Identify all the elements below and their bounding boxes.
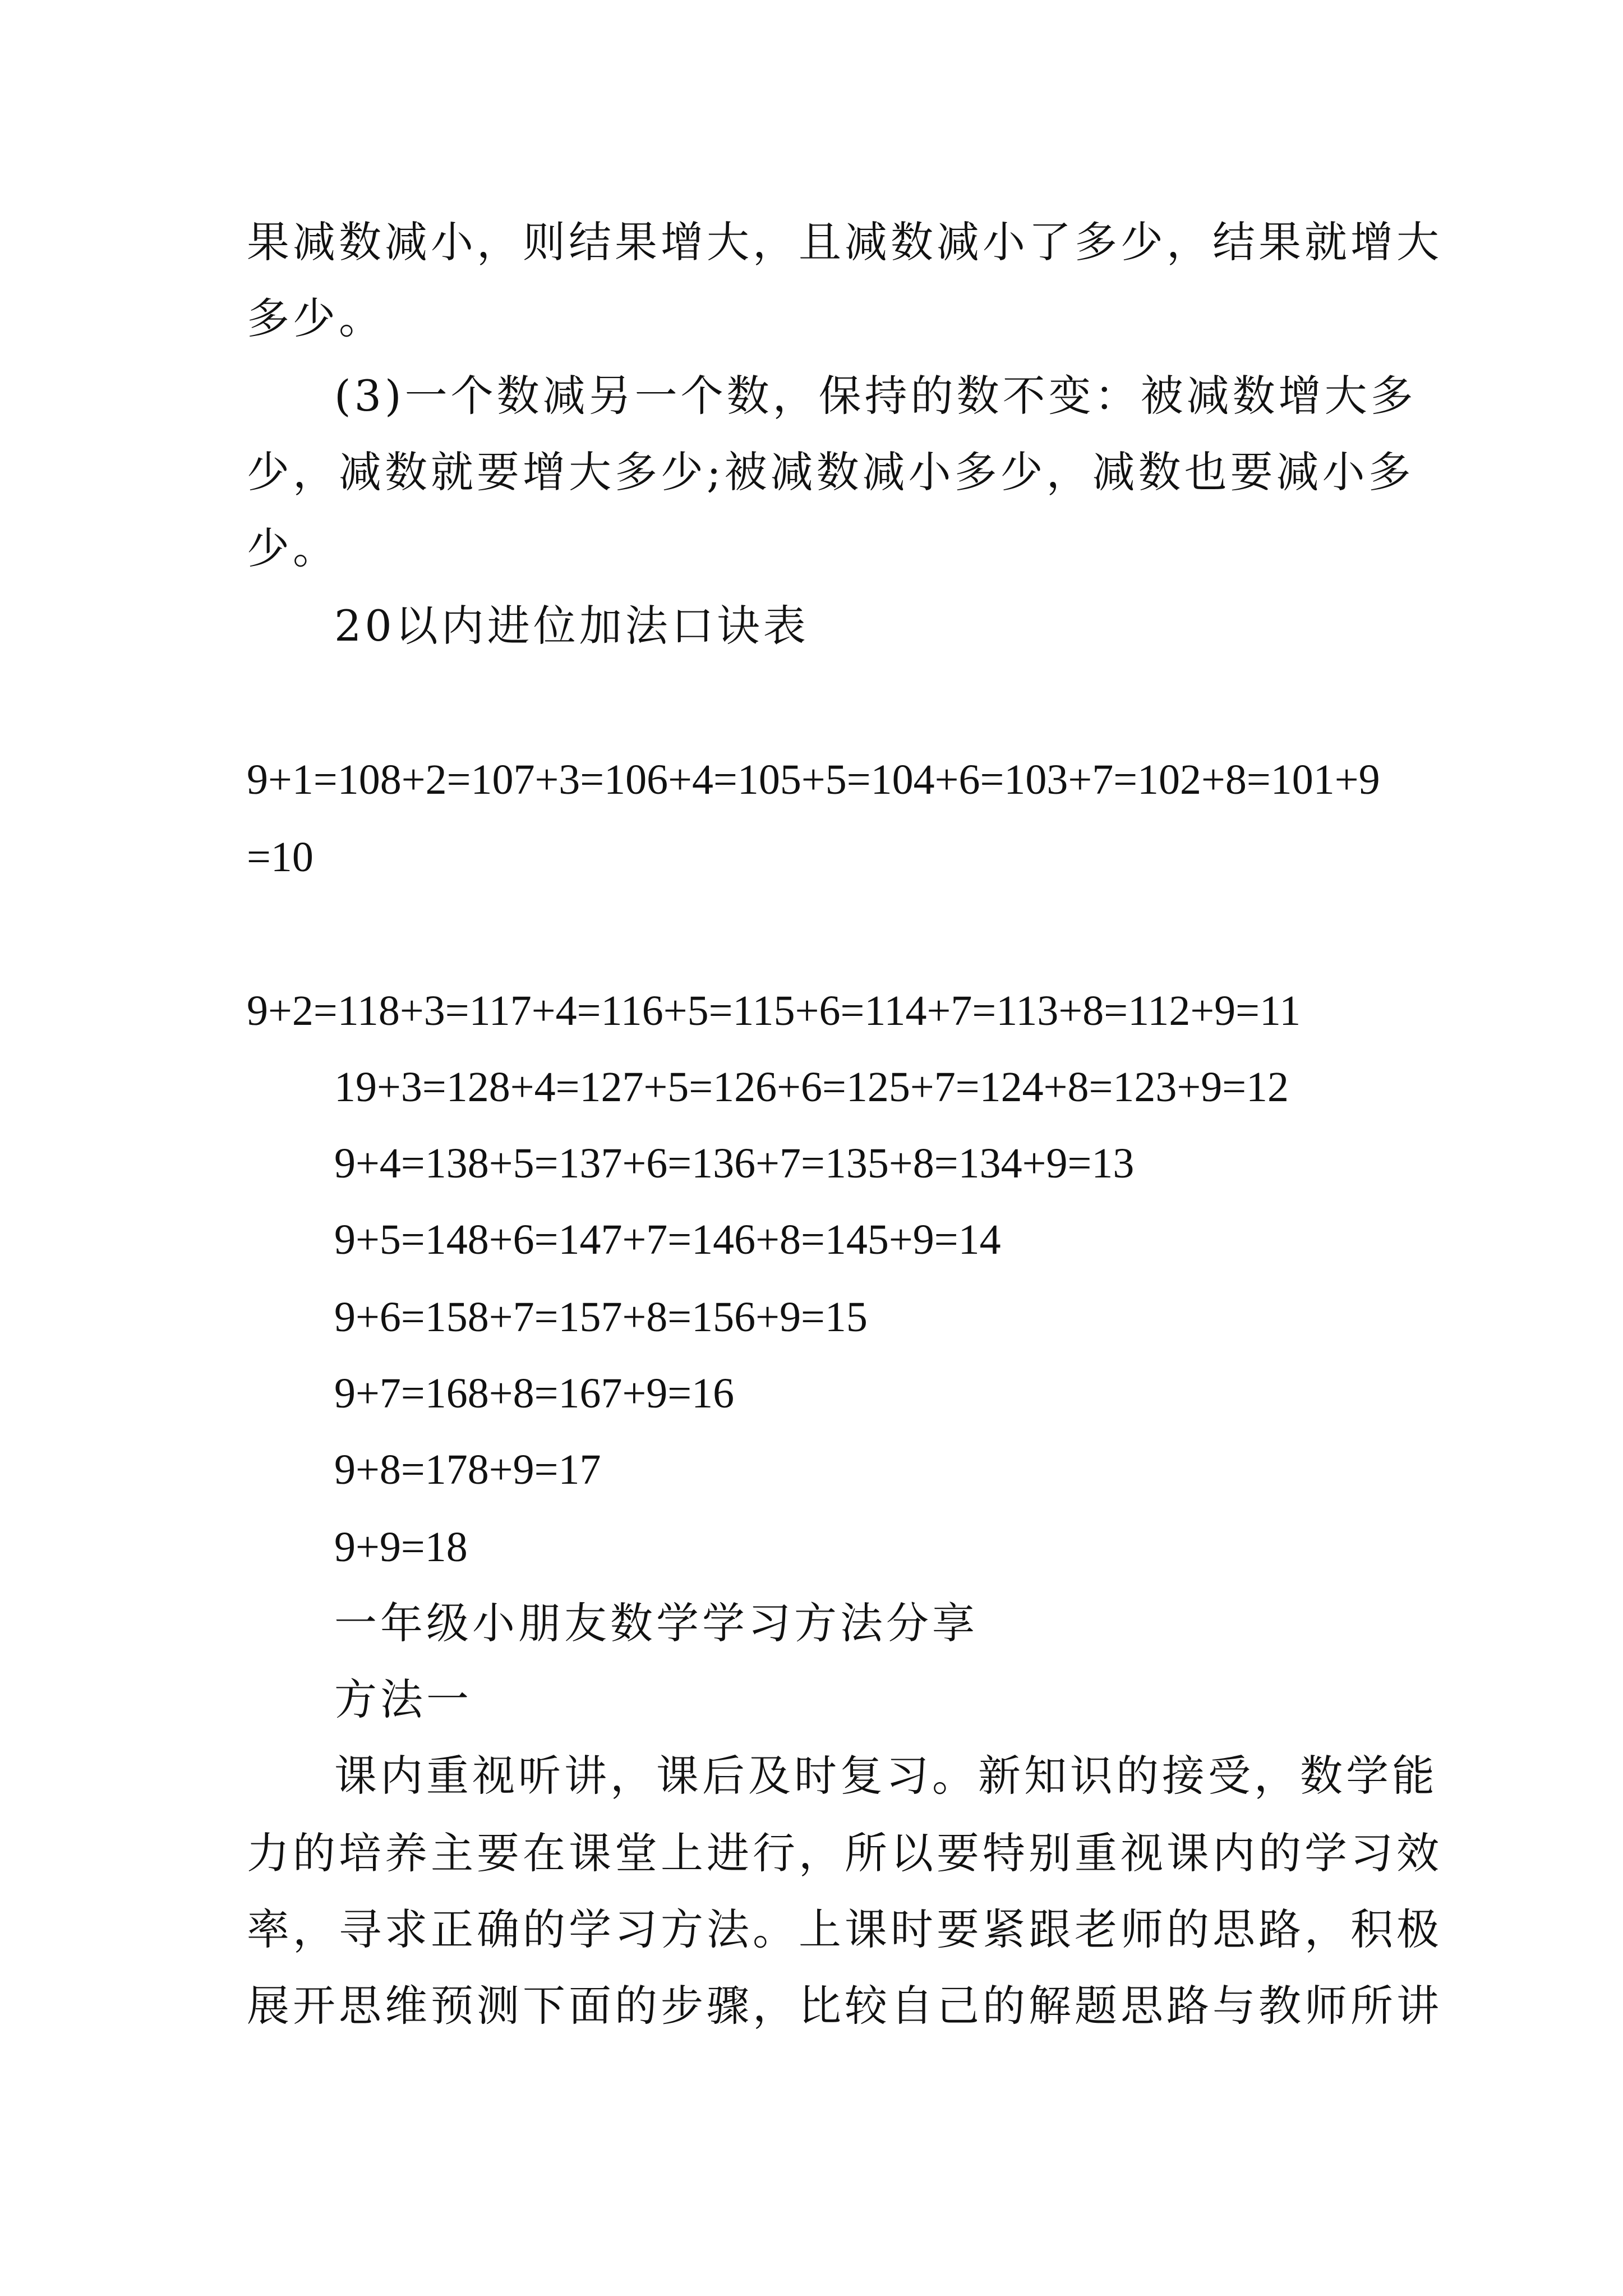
addition-table-row: 9+7=168+8=167+9=16: [334, 1370, 735, 1417]
addition-table-row: 9+2=118+3=117+4=116+5=115+6=114+7=113+8=112+9=11: [247, 987, 1301, 1034]
addition-table-row: 9+4=138+5=137+6=136+7=135+8=134+9=13: [334, 1140, 1135, 1187]
method-body-line: 展开思维预测下面的步骤，比较自己的解题思路与教师所讲: [247, 1981, 1442, 2031]
paragraph-line: 果减数减小，则结果增大，且减数减小了多少，结果就增大: [247, 217, 1442, 267]
method-body-line: 课内重视听讲，课后及时复习。新知识的接受，数学能: [334, 1751, 1438, 1801]
addition-table-row: 9+6=158+7=157+8=156+9=15: [334, 1294, 868, 1341]
rule-3-line: 少，减数就要增大多少;被减数减小多少，减数也要减小多: [247, 447, 1414, 497]
rule-3-line: (3)一个数减另一个数，保持的数不变：被减数增大多: [334, 371, 1417, 421]
table-title: 20以内进位加法口诀表: [334, 601, 809, 651]
section-title: 一年级小朋友数学学习方法分享: [334, 1598, 978, 1648]
paragraph-line: 多少。: [247, 293, 385, 343]
method-body-line: 力的培养主要在课堂上进行，所以要特别重视课内的学习效: [247, 1828, 1442, 1878]
method-body-line: 率，寻求正确的学习方法。上课时要紧跟老师的思路，积极: [247, 1904, 1442, 1954]
addition-table-row: 9+1=108+2=107+3=106+4=105+5=104+6=103+7=102+8=101+9: [247, 756, 1380, 803]
addition-table-row: 9+8=178+9=17: [334, 1446, 601, 1493]
addition-table-row: =10: [247, 834, 313, 881]
addition-table-row: 9+9=18: [334, 1524, 468, 1571]
method-title: 方法一: [334, 1674, 472, 1724]
rule-3-line: 少。: [247, 523, 339, 573]
addition-table-row: 9+5=148+6=147+7=146+8=145+9=14: [334, 1216, 1001, 1263]
addition-table-row: 19+3=128+4=127+5=126+6=125+7=124+8=123+9=12: [334, 1064, 1289, 1111]
